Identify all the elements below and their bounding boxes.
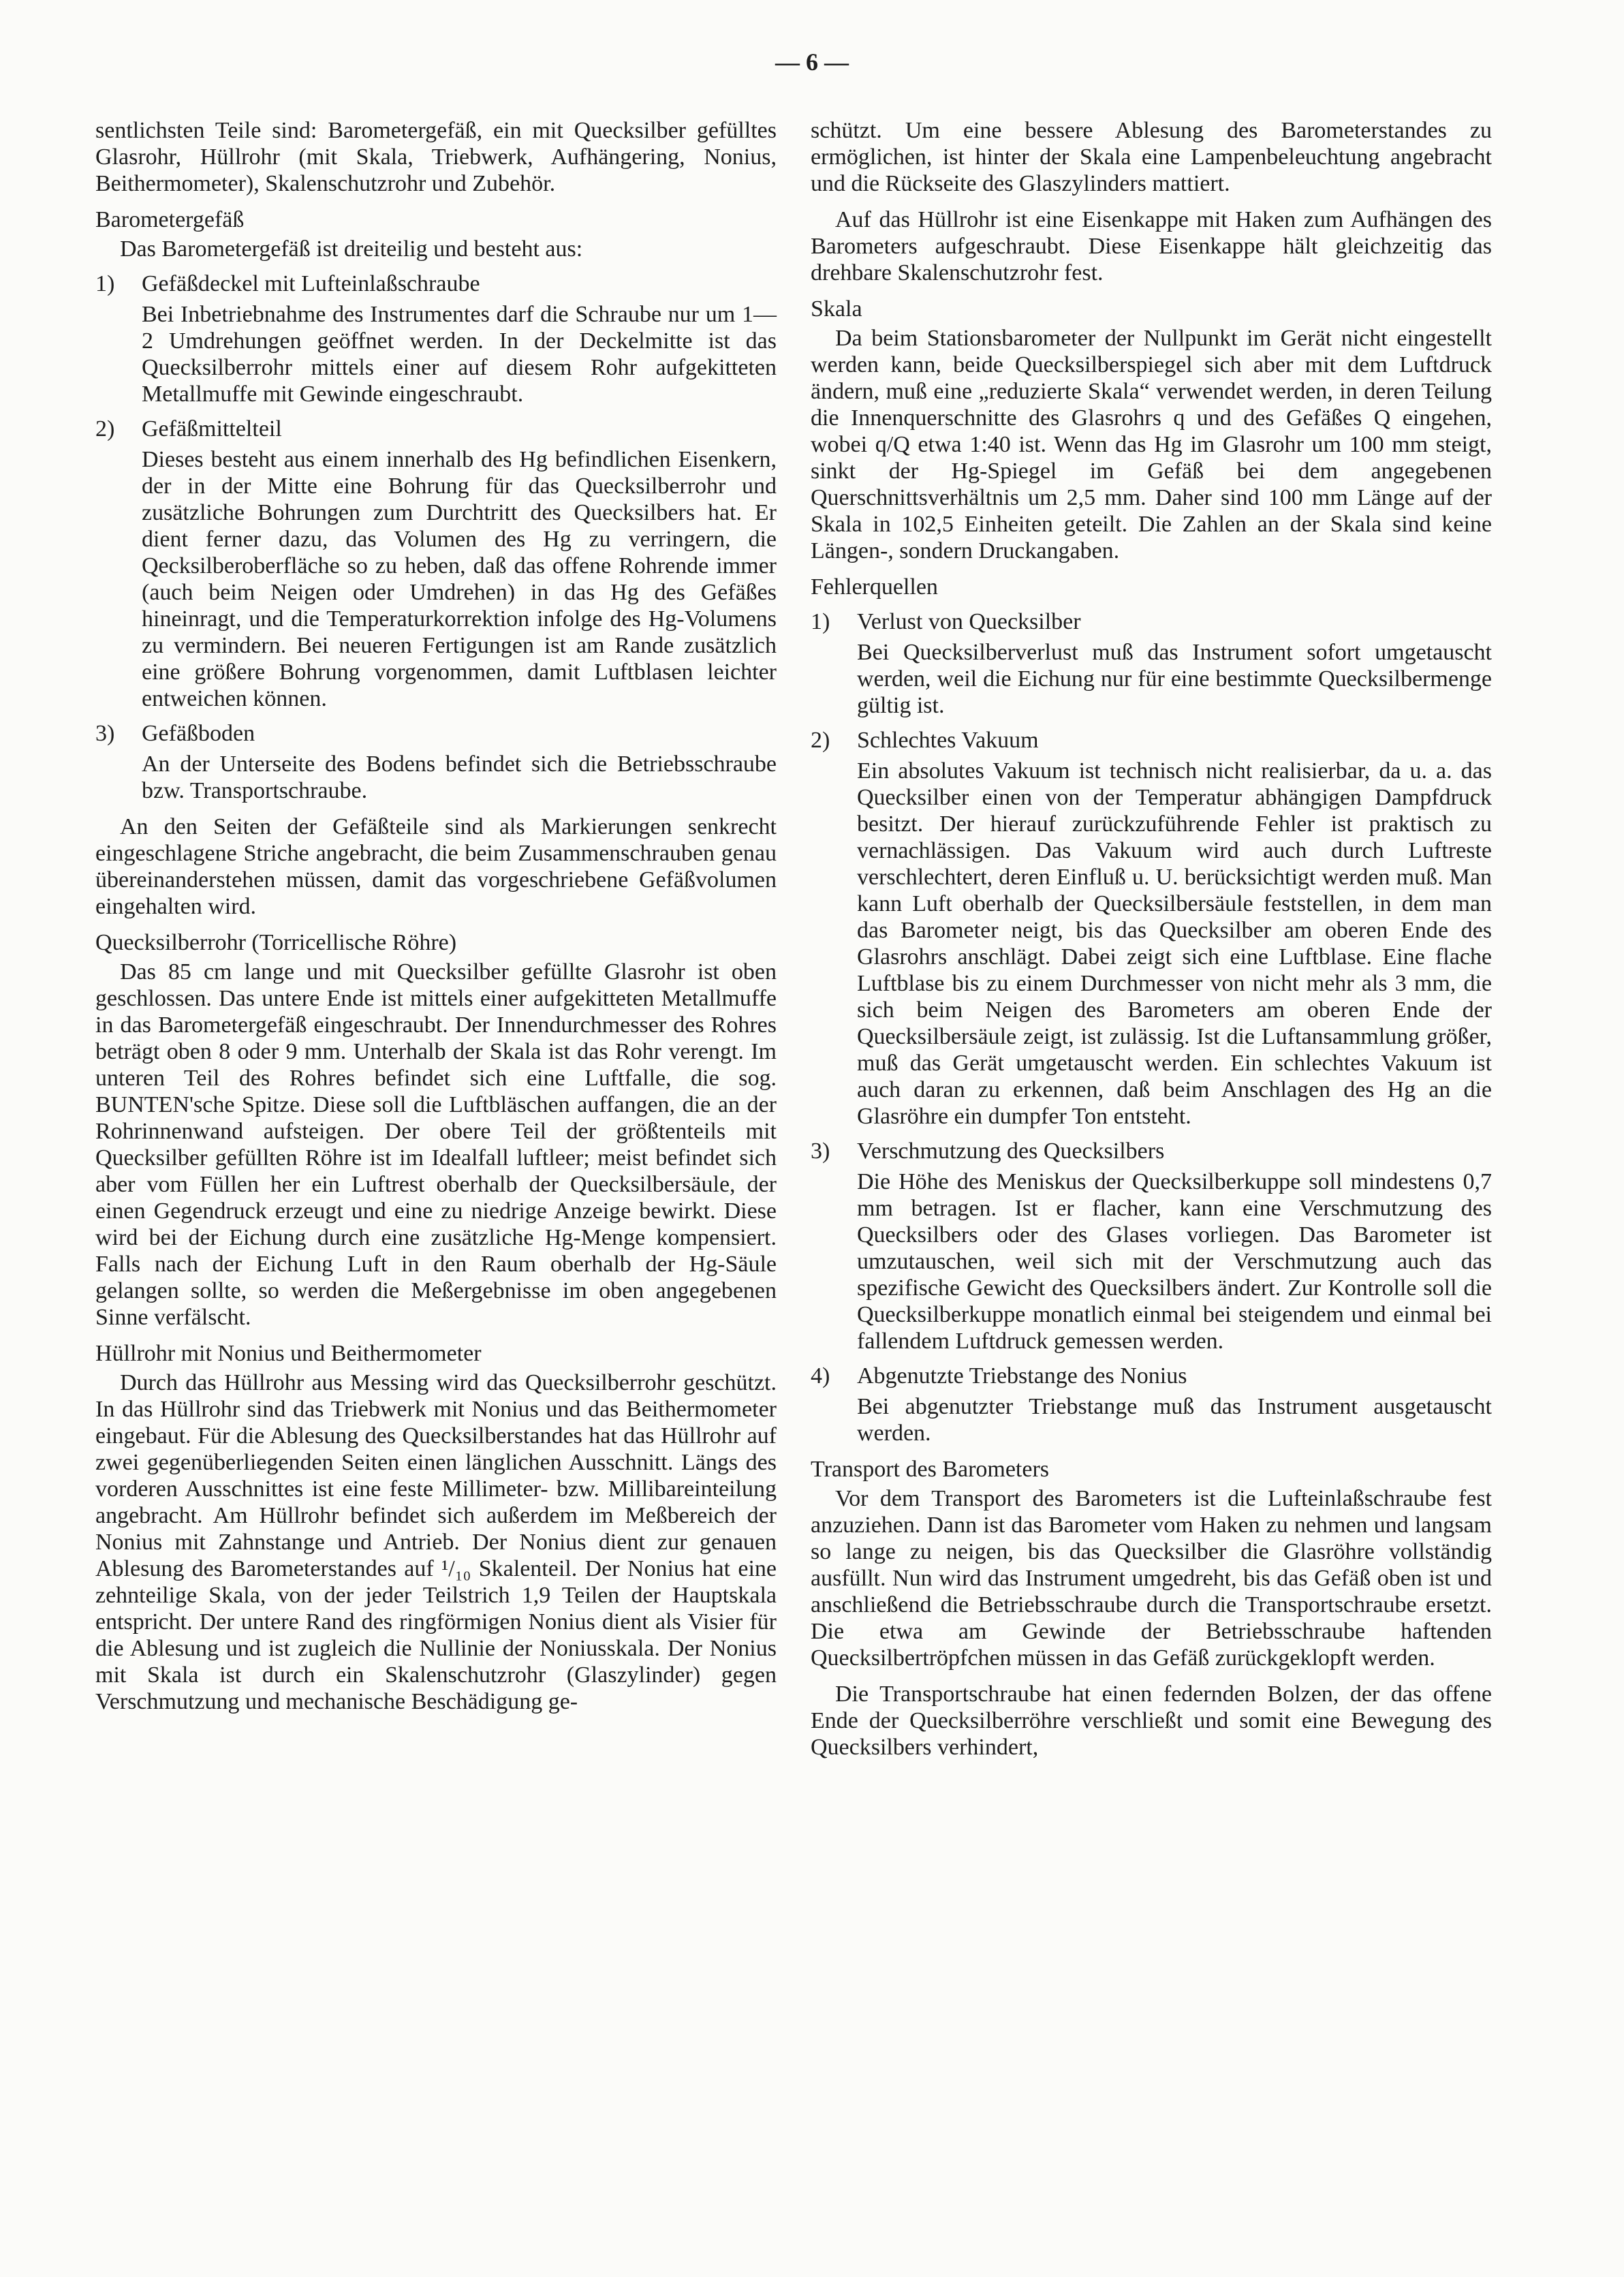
list-number: 2) bbox=[95, 416, 115, 442]
section-heading-barometergefaess: Barometergefäß bbox=[95, 207, 245, 232]
left-column bbox=[95, 117, 777, 1715]
section-heading-huellrohr: Hüllrohr mit Nonius und Beithermometer bbox=[95, 1341, 482, 1366]
list-number: 3) bbox=[811, 1138, 830, 1164]
list-number: 3) bbox=[95, 721, 115, 746]
list-label: Gefäßboden bbox=[142, 721, 255, 746]
list-item-text: Die Höhe des Meniskus der Quecksilberkuppe soll mindestens 0,7 mm betragen. Ist er flacher, kann eine Verschmutzung des Quecksilbers oder des Glases vorliegen. Das Barometer ist umzutauschen, weil sich mit der Verschmutzung auch das spezifische Gewicht des Quecksilbers ändert. Zur Kontrolle soll die Quecksilberkuppe monatlich einmal bei steigendem und einmal bei fallendem Luftdruck gemessen werden. bbox=[857, 1169, 1492, 1354]
list-label: Verschmutzung des Quecksilbers bbox=[857, 1138, 1165, 1164]
right-column bbox=[811, 117, 1492, 1761]
barometergefaess-closing: An den Seiten der Gefäßteile sind als Markierungen senkrecht eingeschlagene Striche angebracht, die beim Zusammenschrauben genau übereinanderstehen müssen, damit das vorgeschriebene Gefäßvolumen eingehalten wird. bbox=[95, 814, 777, 919]
transport-text-2: Die Transportschraube hat einen federnden Bolzen, der das offene Ende der Quecksilberröhre verschließt und somit eine Bewegung des Quecksilbers verhindert, bbox=[811, 1682, 1492, 1760]
list-label: Schlechtes Vakuum bbox=[857, 728, 1039, 753]
list-label: Gefäßdeckel mit Lufteinlaßschraube bbox=[142, 271, 480, 296]
list-item bbox=[95, 270, 777, 297]
section-heading-quecksilberrohr: Quecksilberrohr (Torricellische Röhre) bbox=[95, 930, 457, 955]
list-label: Gefäßmittelteil bbox=[142, 416, 282, 442]
list-number: 2) bbox=[811, 728, 830, 753]
barometergefaess-intro: Das Barometergefäß ist dreiteilig und besteht aus: bbox=[120, 236, 583, 262]
list-label: Verlust von Quecksilber bbox=[857, 609, 1081, 634]
huellrohr-text: Durch das Hüllrohr aus Messing wird das Quecksilberrohr geschützt. In das Hüllrohr sind das Triebwerk mit Nonius und das Beithermometer eingebaut. Für die Ablesung des Quecksilberstandes hat das Hüllrohr auf zwei gegenüberliegenden Seiten einen länglichen Ausschnitt. Längs des vorderen Ausschnittes ist eine feste Millimeter- bzw. Millibareinteilung angebracht. Am Hüllrohr befindet sich außerdem im Meßbereich der Nonius mit Zahnstange und Antrieb. Der Nonius dient zur genauen Ablesung des Barometerstandes auf ¹/₁₀ Skalenteil. Der Nonius hat eine zehnteilige Skala, von der jeder Teilstrich 1,9 Teilen der Hauptskala entspricht. Der untere Rand des ringförmigen Nonius dient als Visier für die Ablesung und ist zugleich die Nullinie der Noniusskala. Der Nonius mit Skala ist durch ein Skalenschutzrohr (Glaszylinder) gegen Verschmutzung und mechanische Beschädigung ge- bbox=[95, 1370, 777, 1714]
list-item-text: Bei abgenutzter Triebstange muß das Instrument ausgetauscht werden. bbox=[857, 1394, 1492, 1446]
list-item-text: Bei Inbetriebnahme des Instrumentes darf die Schraube nur um 1—2 Umdrehungen geöffnet werden. In der Deckelmitte ist das Quecksilberrohr mittels einer auf diesem Rohr aufgekitteten Metallmuffe mit Gewinde eingeschraubt. bbox=[142, 302, 777, 407]
list-number: 1) bbox=[95, 271, 115, 296]
section-heading-skala: Skala bbox=[811, 296, 862, 322]
section-heading-transport: Transport des Barometers bbox=[811, 1457, 1050, 1482]
list-item bbox=[811, 608, 1492, 635]
list-item bbox=[811, 1138, 1492, 1164]
list-item bbox=[95, 416, 777, 442]
list-item bbox=[811, 1363, 1492, 1389]
list-item-text: Bei Quecksilberverlust muß das Instrument sofort umgetauscht werden, weil die Eichung nur für eine bestimmte Quecksilbermenge gültig ist. bbox=[857, 640, 1492, 718]
intro-paragraph: sentlichsten Teile sind: Barometergefäß, ein mit Quecksilber gefülltes Glasrohr, Hüllrohr (mit Skala, Triebwerk, Aufhängering, Nonius, Beithermometer), Skalenschutzrohr und Zubehör. bbox=[95, 118, 777, 196]
section-heading-fehlerquellen: Fehlerquellen bbox=[811, 574, 938, 600]
transport-text-1: Vor dem Transport des Barometers ist die Lufteinlaßschraube fest anzuziehen. Dann ist das Barometer vom Haken zu nehmen und langsam so lange zu neigen, bis das Quecksilber die Glasröhre vollständig ausfüllt. Nun wird das Instrument umgedreht, bis das Gefäß oben ist und anschließend die Betriebsschraube durch die Transportschraube ersetzt. Die etwa am Gewinde der Betriebsschraube haftenden Quecksilbertröpfchen müssen in das Gefäß zurückgeklopft werden. bbox=[811, 1486, 1492, 1671]
quecksilberrohr-text: Das 85 cm lange und mit Quecksilber gefüllte Glasrohr ist oben geschlossen. Das untere Ende ist mittels einer aufgekitteten Metallmuffe in das Barometergefäß eingeschraubt. Der Innendurchmesser des Rohres beträgt oben 8 oder 9 mm. Unterhalb der Skala ist das Rohr verengt. Im unteren Teil des Rohres befindet sich eine Luftfalle, die sog. BUNTEN'sche Spitze. Diese soll die Luftbläschen auffangen, die an der Rohrinnenwand aufsteigen. Der obere Teil der größtenteils mit Quecksilber gefüllten Röhre ist im Idealfall luftleer; meist befindet sich aber vom Füllen her ein Luftrest oberhalb der Quecksilbersäule, der einen Gegendruck erzeugt und eine zu niedrige Anzeige bewirkt. Diese wird bei der Eichung durch eine zusätzliche Hg-Menge kompensiert. Falls nach der Eichung Luft in den Raum oberhalb der Hg-Säule gelangen sollte, so werden die Meßergebnisse im oben angegebenen Sinne verfälscht. bbox=[95, 959, 777, 1330]
skala-text: Da beim Stationsbarometer der Nullpunkt im Gerät nicht eingestellt werden kann, beide Quecksilberspiegel sich aber mit dem Luftdruck ändern, muß eine „reduzierte Skala“ verwendet werden, in deren Teilung die Innenquerschnitte des Glasrohrs q und des Gefäßes Q eingehen, wobei q/Q etwa 1:40 ist. Wenn das Hg im Glasrohr um 100 mm steigt, sinkt der Hg-Spiegel im Gefäß bei dem angegebenen Querschnittsverhältnis um 2,5 mm. Daher sind 100 mm Länge auf der Skala in 102,5 Einheiten geteilt. Die Zahlen an der Skala sind keine Längen-, sondern Druckangaben. bbox=[811, 326, 1492, 563]
list-item bbox=[95, 720, 777, 747]
list-item-text: Dieses besteht aus einem innerhalb des Hg befindlichen Eisenkern, der in der Mitte eine Bohrung für das Quecksilberrohr und zusätzliche Bohrungen zum Durchtritt des Quecksilbers hat. Er dient ferner dazu, das Volumen des Hg zu verringern, die Qecksilberoberfläche so zu heben, daß das offene Rohrende immer (auch beim Neigen oder Umdrehen) in das Hg des Gefäßes hineinragt, und die Temperaturkorrektion infolge des Hg-Volumens zu vermindern. Bei neueren Fertigungen ist am Rande zusätzlich eine größere Bohrung vorgenommen, damit Luftblasen leichter entweichen können. bbox=[142, 447, 777, 711]
eisenkappe-paragraph: Auf das Hüllrohr ist eine Eisenkappe mit Haken zum Aufhängen des Barometers aufgeschraubt. Diese Eisenkappe hält gleichzeitig das drehbare Skalenschutzrohr fest. bbox=[811, 207, 1492, 285]
list-number: 1) bbox=[811, 609, 830, 634]
list-item-text: An der Unterseite des Bodens befindet sich die Betriebsschraube bzw. Transportschraube. bbox=[142, 752, 777, 803]
list-label: Abgenutzte Triebstange des Nonius bbox=[857, 1363, 1187, 1389]
list-number: 4) bbox=[811, 1363, 830, 1389]
list-item-text: Ein absolutes Vakuum ist technisch nicht realisierbar, da u. a. das Quecksilber einen von der Temperatur abhängigen Dampfdruck besitzt. Der hierauf zurückzuführende Fehler ist praktisch zu vernachlässigen. Das Vakuum wird auch durch Luftreste verschlechtert, deren Einfluß u. U. berücksichtigt werden muß. Man kann Luft oberhalb der Quecksilbersäule feststellen, in dem man das Barometer neigt, bis das Quecksilber am oberen Ende des Glasrohrs anschlägt. Dabei zeigt sich eine Luftblase. Eine flache Luftblase bis zu einem Durchmesser von nicht mehr als 3 mm, die sich beim Neigen des Barometers am oberen Ende der Quecksilbersäule zeigt, ist zulässig. Ist die Luftansammlung größer, muß das Gerät umgetauscht werden. Ein schlechtes Vakuum ist auch daran zu erkennen, daß beim Anschlagen des Hg an die Glasröhre ein dumpfer Ton entsteht. bbox=[857, 758, 1492, 1129]
page-number: — 6 — bbox=[775, 48, 849, 76]
continuation-paragraph: schützt. Um eine bessere Ablesung des Barometerstandes zu ermöglichen, ist hinter der Skala eine Lampenbeleuchtung angebracht und die Rückseite des Glaszylinders mattiert. bbox=[811, 118, 1492, 196]
list-item bbox=[811, 727, 1492, 754]
